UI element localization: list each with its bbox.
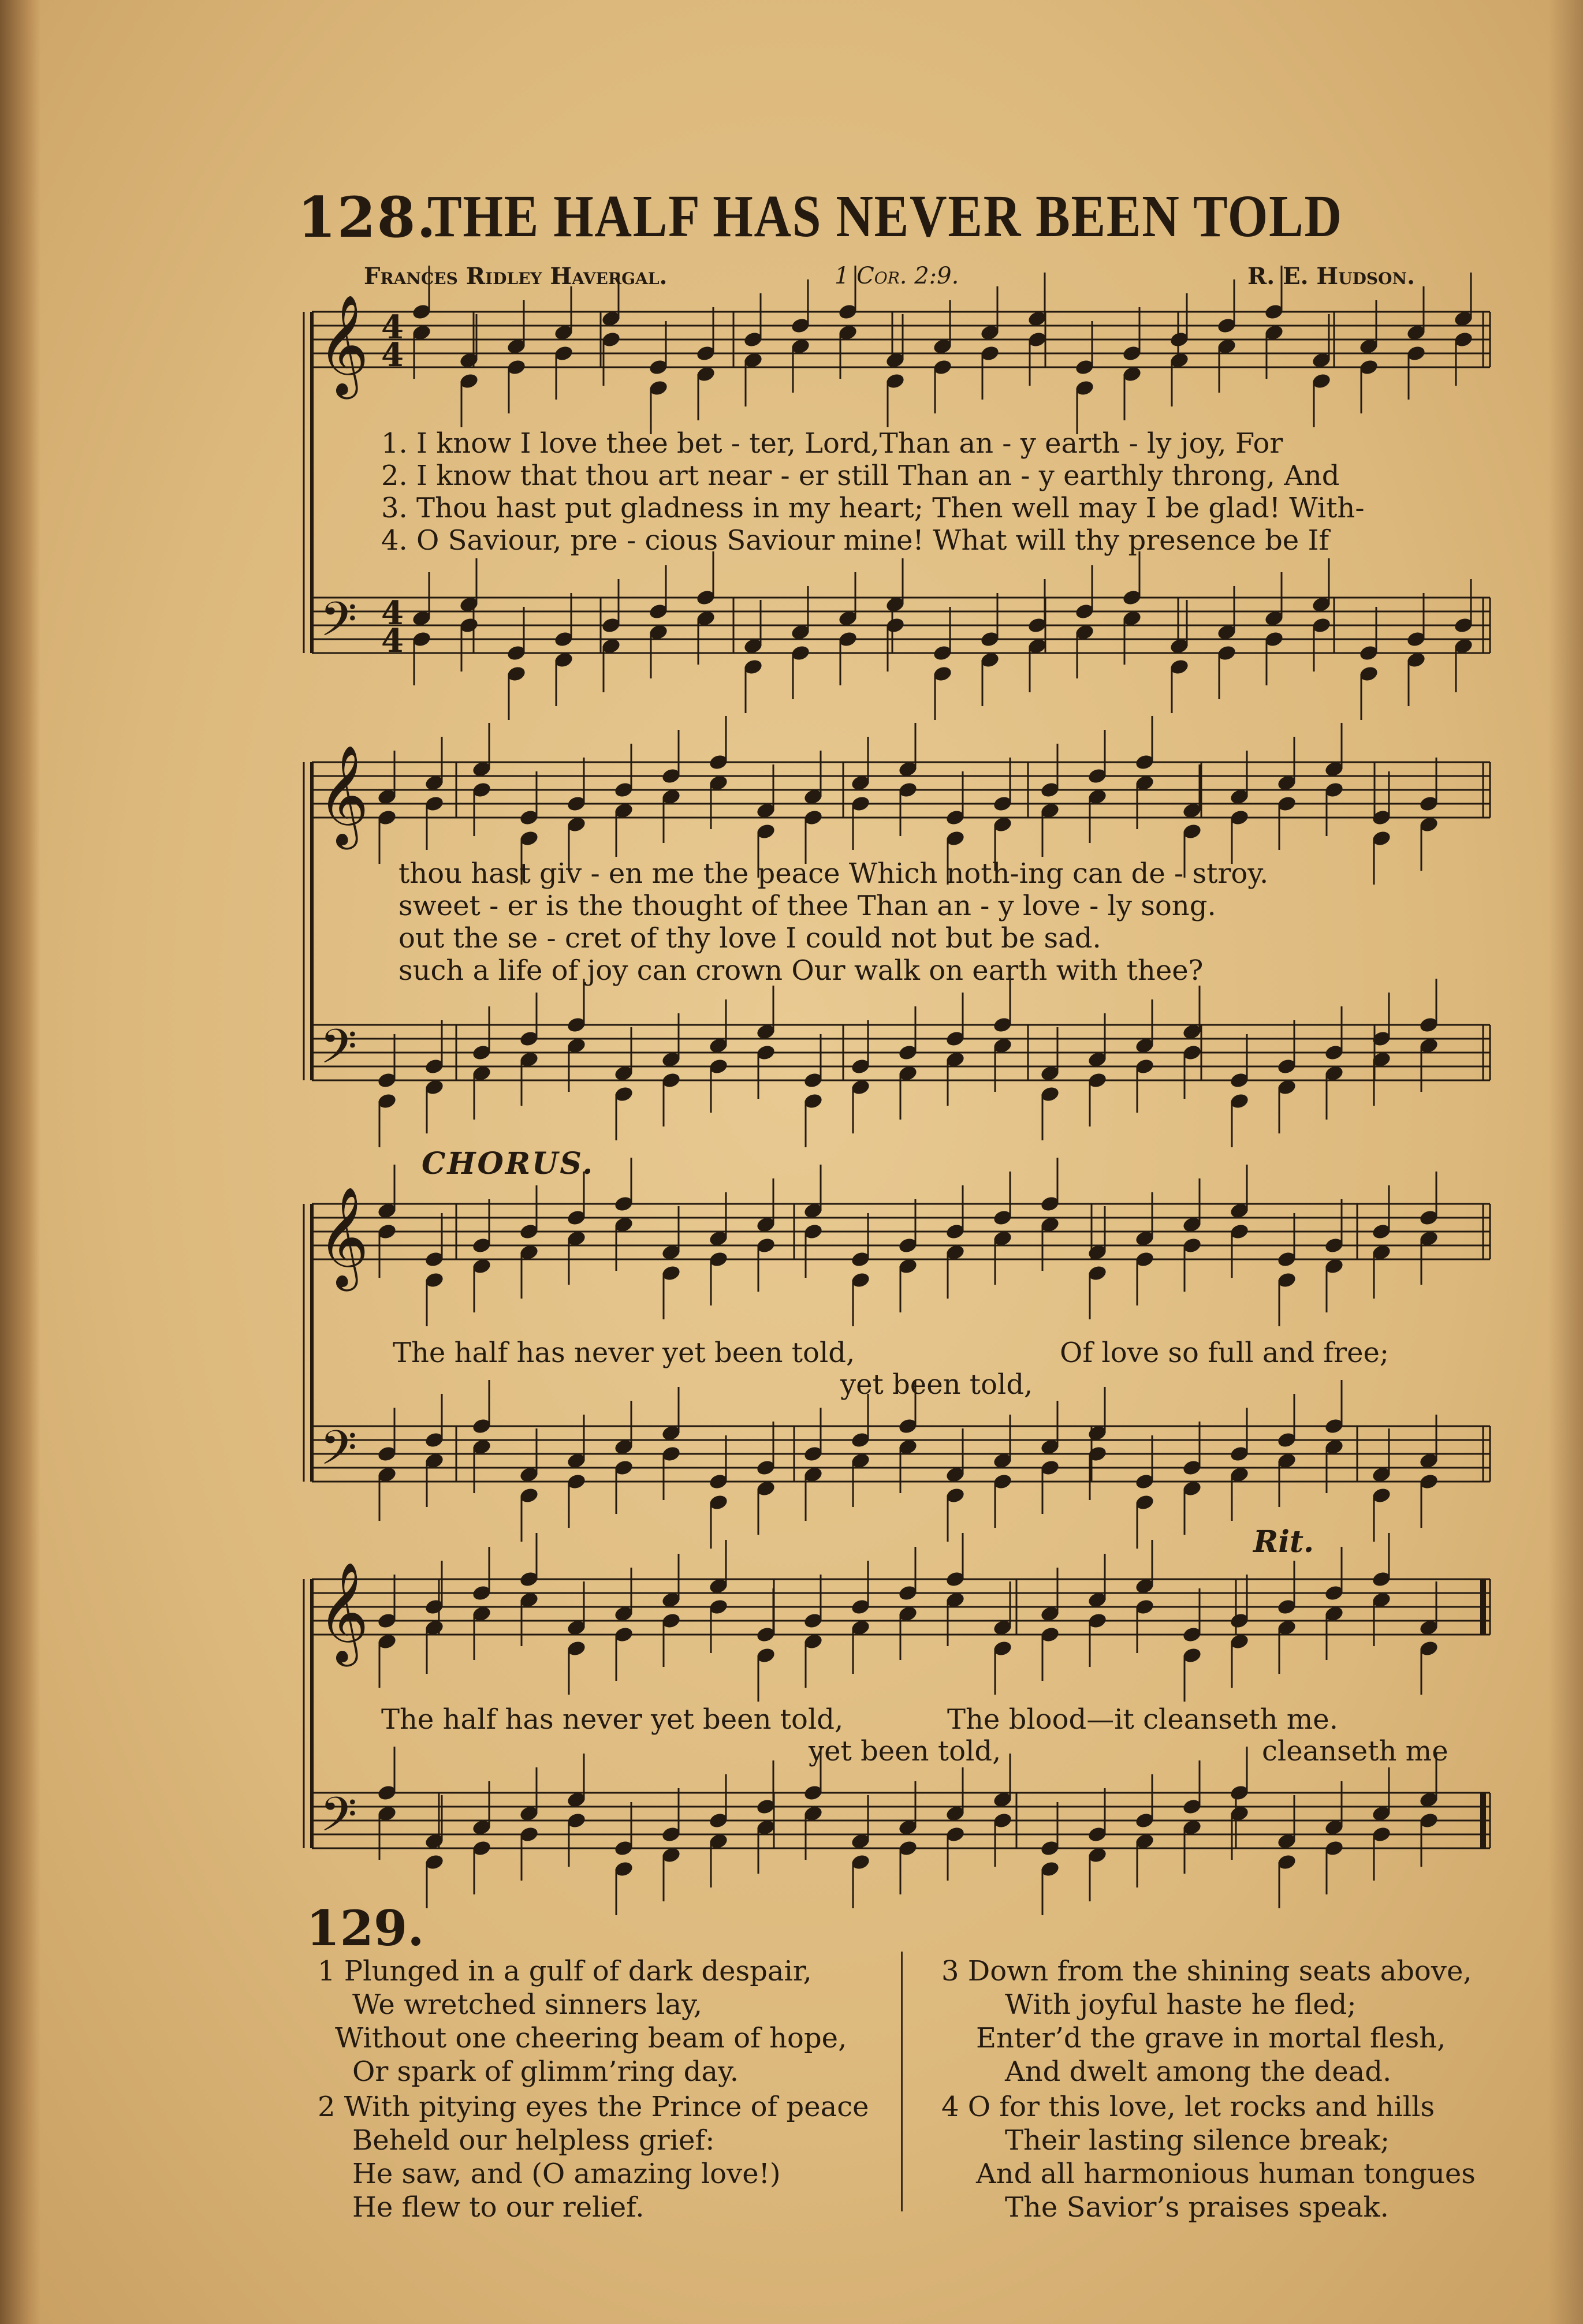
verse-line-4a: 4. O Saviour, pre - cious Saviour mine! What will thy presence be If	[381, 524, 1329, 557]
hymn-number-129: 129.	[306, 1900, 424, 1957]
verse-line-1b: thou hast giv - en me the peace Which noth-ing can de - stroy.	[398, 857, 1269, 890]
stanza-line: And all harmonious human tongues	[976, 2158, 1476, 2190]
stanza-line: With joyful haste he fled;	[1005, 1989, 1357, 2021]
stanza-line: Enter’d the grave in mortal flesh,	[976, 2022, 1446, 2054]
column-divider	[901, 1952, 903, 2211]
stanza-line: The Savior’s praises speak.	[1005, 2191, 1389, 2224]
hymn-title: THE HALF HAS NEVER BEEN TOLD	[427, 183, 1343, 249]
verse-line-3b: out the se - cret of thy love I could not but be sad.	[398, 922, 1101, 954]
verse-line-2b: sweet - er is the thought of thee Than an - y love - ly song.	[398, 890, 1216, 922]
treble-clef: 𝄞	[318, 745, 369, 845]
scripture-reference: 1 Cor. 2:9.	[835, 263, 959, 289]
stanza-1	[318, 1954, 847, 2088]
verse-line-1a: 1. I know I love thee bet - ter, Lord,Than an - y earth - ly joy, For	[381, 427, 1283, 460]
ritardando-mark: Rit.	[1253, 1524, 1314, 1560]
chorus-echo-2: yet been told,	[809, 1735, 1001, 1767]
stanza-line: Beheld our helpless grief:	[352, 2124, 715, 2157]
bass-clef: 𝄢	[320, 1019, 357, 1086]
stanza-4	[941, 2090, 1476, 2224]
bass-clef: 𝄢	[320, 1786, 357, 1854]
stanza-line: And dwelt among the dead.	[1005, 2056, 1392, 2088]
chorus-echo-3: cleanseth me	[1262, 1735, 1448, 1767]
stanza-line: He flew to our relief.	[352, 2191, 645, 2224]
stanza-3	[941, 1954, 1472, 2088]
stanza-line: We wretched sinners lay,	[352, 1989, 703, 2021]
stanza-line: Without one cheering beam of hope,	[335, 2022, 847, 2054]
verse-line-2a: 2. I know that thou art near - er still Than an - y earthly throng, And	[381, 460, 1340, 492]
stanza-line: 3 Down from the shining seats above,	[941, 1955, 1472, 1987]
treble-clef: 𝄞	[318, 294, 369, 395]
treble-clef: 𝄞	[318, 1187, 369, 1287]
chorus-echo-1: yet been told,	[840, 1368, 1033, 1401]
verse-line-4b: such a life of joy can crown Our walk on earth with thee?	[398, 954, 1204, 987]
bass-clef: 𝄢	[320, 1420, 357, 1487]
chorus-label: CHORUS.	[422, 1146, 595, 1181]
time-signature: 4	[381, 594, 404, 632]
stanza-2	[318, 2090, 869, 2224]
stanza-line: He saw, and (O amazing love!)	[352, 2158, 781, 2190]
verse-line-3a: 3. Thou hast put gladness in my heart; Then well may I be glad! With-	[381, 492, 1365, 524]
stanza-line: 2 With pitying eyes the Prince of peace	[318, 2091, 869, 2123]
stanza-line: Their lasting silence break;	[1005, 2124, 1390, 2157]
time-signature: 4	[381, 308, 404, 346]
author-credit: Frances Ridley Havergal.	[364, 263, 668, 290]
chorus-line-1-right: Of love so full and free;	[1060, 1337, 1390, 1369]
time-signature: 4	[381, 336, 404, 374]
hymn-number-128: 128.	[297, 185, 437, 250]
bass-clef: 𝄢	[320, 591, 357, 659]
chorus-line-1: The half has never yet been told,	[393, 1337, 855, 1369]
treble-clef: 𝄞	[318, 1562, 369, 1662]
chorus-line-2-right: The blood—it cleanseth me.	[947, 1703, 1338, 1736]
composer-credit: R. E. Hudson.	[1247, 263, 1416, 290]
chorus-line-2: The half has never yet been told,	[381, 1703, 844, 1736]
stanza-line: 1 Plunged in a gulf of dark despair,	[318, 1955, 812, 1987]
stanza-line: 4 O for this love, let rocks and hills	[941, 2091, 1435, 2123]
stanza-line: Or spark of glimm’ring day.	[352, 2056, 739, 2088]
time-signature: 4	[381, 622, 404, 660]
